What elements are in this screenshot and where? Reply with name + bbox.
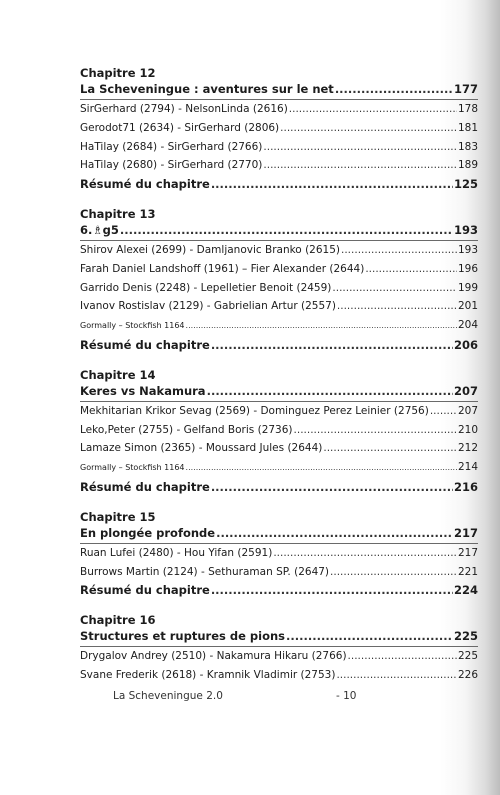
chapter-summary-text: Résumé du chapitre (80, 177, 210, 192)
game-entry (80, 544, 478, 563)
chapter-title-text: En plongée profonde (80, 525, 216, 540)
dot-leader (263, 156, 457, 175)
chapter-section (80, 207, 478, 355)
dot-leader (323, 439, 457, 458)
game-entry (80, 421, 478, 440)
game-entry (80, 439, 478, 458)
game-entry-text: Gormally – Stockfish 1164 (80, 321, 185, 331)
dot-leader (207, 382, 453, 401)
dot-leader (430, 402, 457, 421)
chapter-label: Chapitre 16 (80, 613, 156, 628)
chapter-title-page: 177 (453, 82, 478, 96)
chapter-label: Chapitre 15 (80, 509, 156, 524)
game-entry (80, 563, 478, 582)
chapter-section (80, 613, 478, 685)
game-entry-page: 181 (457, 121, 478, 134)
game-entry-page: 193 (457, 243, 478, 256)
game-entry (80, 666, 478, 685)
chapter-title-page: 193 (453, 222, 478, 237)
chapter-title (80, 627, 478, 647)
game-entry-page: 196 (457, 262, 478, 275)
footer-book-title: La Scheveningue 2.0 (113, 690, 223, 702)
dot-leader (186, 459, 457, 478)
chapter-summary (80, 175, 478, 194)
chapter-title (80, 524, 478, 544)
chapter-summary-text: Résumé du chapitre (80, 479, 210, 494)
chapter-label: Chapitre 14 (80, 367, 156, 382)
game-entry (80, 402, 478, 421)
game-entry (80, 260, 478, 279)
dot-leader (337, 297, 457, 316)
game-entry (80, 156, 478, 175)
chapter-label: Chapitre 13 (80, 206, 156, 221)
chapter-section (80, 510, 478, 600)
game-entry-text: HaTilay (2684) - SirGerhard (2766) (80, 140, 263, 153)
dot-leader (211, 336, 453, 355)
game-entry-text: Lamaze Simon (2365) - Moussard Jules (2644) (80, 442, 323, 455)
dot-leader (216, 524, 453, 543)
game-entry (80, 458, 478, 478)
game-entry-text: Gerodot71 (2634) - SirGerhard (2806) (80, 121, 280, 134)
game-entry-page: 204 (457, 319, 478, 332)
chapter-title-page: 217 (453, 525, 478, 540)
game-entry-page: 225 (457, 650, 478, 663)
game-entry-text: Svane Frederik (2618) - Kramnik Vladimir (2753) (80, 668, 336, 681)
game-entry-page: 217 (457, 546, 478, 559)
game-entry-page: 221 (457, 565, 478, 578)
game-entry-text: Drygalov Andrey (2510) - Nakamura Hikaru (2766) (80, 650, 347, 663)
game-entry-page: 212 (457, 442, 478, 455)
game-entry-page: 210 (457, 423, 478, 436)
table-of-contents (80, 60, 478, 698)
chapter-summary-page: 224 (453, 583, 478, 598)
game-entry (80, 316, 478, 336)
dot-leader (330, 563, 457, 582)
chapter-label: Chapitre 12 (80, 66, 156, 80)
game-entry-page: 189 (457, 159, 478, 172)
chapter-summary (80, 478, 478, 497)
game-entry-page: 226 (457, 668, 478, 681)
chapter-title-page: 225 (453, 629, 478, 644)
game-entry-page: 199 (457, 281, 478, 294)
dot-leader (335, 80, 453, 99)
dot-leader (289, 100, 457, 119)
dot-leader (186, 317, 457, 336)
dot-leader (336, 666, 457, 685)
dot-leader (348, 647, 457, 666)
chapter-title-text: 6.♗g5 (80, 222, 119, 237)
game-entry-text: Ruan Lufei (2480) - Hou Yifan (2591) (80, 546, 273, 559)
dot-leader (211, 581, 453, 600)
chapter-title (80, 221, 478, 241)
game-entry (80, 138, 478, 157)
game-entry-page: 214 (457, 461, 478, 474)
dot-leader (211, 175, 453, 194)
game-entry (80, 647, 478, 666)
game-entry-text: SirGerhard (2794) - NelsonLinda (2616) (80, 103, 288, 115)
chapter-title-text: La Scheveningue : aventures sur le net (80, 82, 334, 96)
game-entry-page: 207 (457, 404, 478, 417)
game-entry-text: Farah Daniel Landshoff (1961) – Fier Alexander (2644) (80, 262, 365, 275)
dot-leader (286, 627, 453, 646)
dot-leader (341, 241, 457, 260)
footer-page-number: - 10 (336, 690, 357, 702)
dot-leader (332, 279, 457, 298)
game-entry-text: Ivanov Rostislav (2129) - Gabrielian Artur (2557) (80, 300, 336, 313)
dot-leader (273, 544, 457, 563)
dot-leader (263, 138, 457, 157)
chapter-title-page: 207 (453, 383, 478, 398)
chapter-section (80, 368, 478, 497)
chapter-section (80, 66, 478, 194)
dot-leader (294, 421, 457, 440)
chapter-summary-text: Résumé du chapitre (80, 337, 210, 352)
dot-leader (365, 260, 457, 279)
chapter-summary (80, 336, 478, 355)
game-entry-page: 178 (457, 103, 478, 115)
game-entry-text: Gormally – Stockfish 1164 (80, 463, 185, 473)
chapter-summary-text: Résumé du chapitre (80, 583, 210, 598)
game-entry (80, 100, 478, 119)
game-entry-text: Leko,Peter (2755) - Gelfand Boris (2736) (80, 423, 293, 436)
game-entry (80, 241, 478, 260)
chapter-title (80, 382, 478, 402)
game-entry-text: Burrows Martin (2124) - Sethuraman SP. (2647) (80, 565, 330, 578)
game-entry (80, 279, 478, 298)
game-entry-text: Garrido Denis (2248) - Lepelletier Benoit (2459) (80, 281, 332, 294)
game-entry-text: HaTilay (2680) - SirGerhard (2770) (80, 159, 263, 172)
chapter-summary (80, 581, 478, 600)
game-entry-text: Mekhitarian Krikor Sevag (2569) - Dominguez Perez Leinier (2756) (80, 404, 429, 417)
chapter-summary-page: 216 (453, 479, 478, 494)
game-entry-text: Shirov Alexei (2699) - Damljanovic Branko (2615) (80, 243, 340, 256)
dot-leader (120, 221, 453, 240)
chapter-summary-page: 125 (453, 177, 478, 192)
game-entry-page: 201 (457, 300, 478, 313)
chapter-title-text: Keres vs Nakamura (80, 383, 206, 398)
game-entry-page: 183 (457, 140, 478, 153)
chapter-title (80, 80, 478, 100)
dot-leader (280, 119, 457, 138)
dot-leader (211, 478, 453, 497)
game-entry (80, 297, 478, 316)
game-entry (80, 119, 478, 138)
chapter-summary-page: 206 (453, 337, 478, 352)
chapter-title-text: Structures et ruptures de pions (80, 629, 285, 644)
